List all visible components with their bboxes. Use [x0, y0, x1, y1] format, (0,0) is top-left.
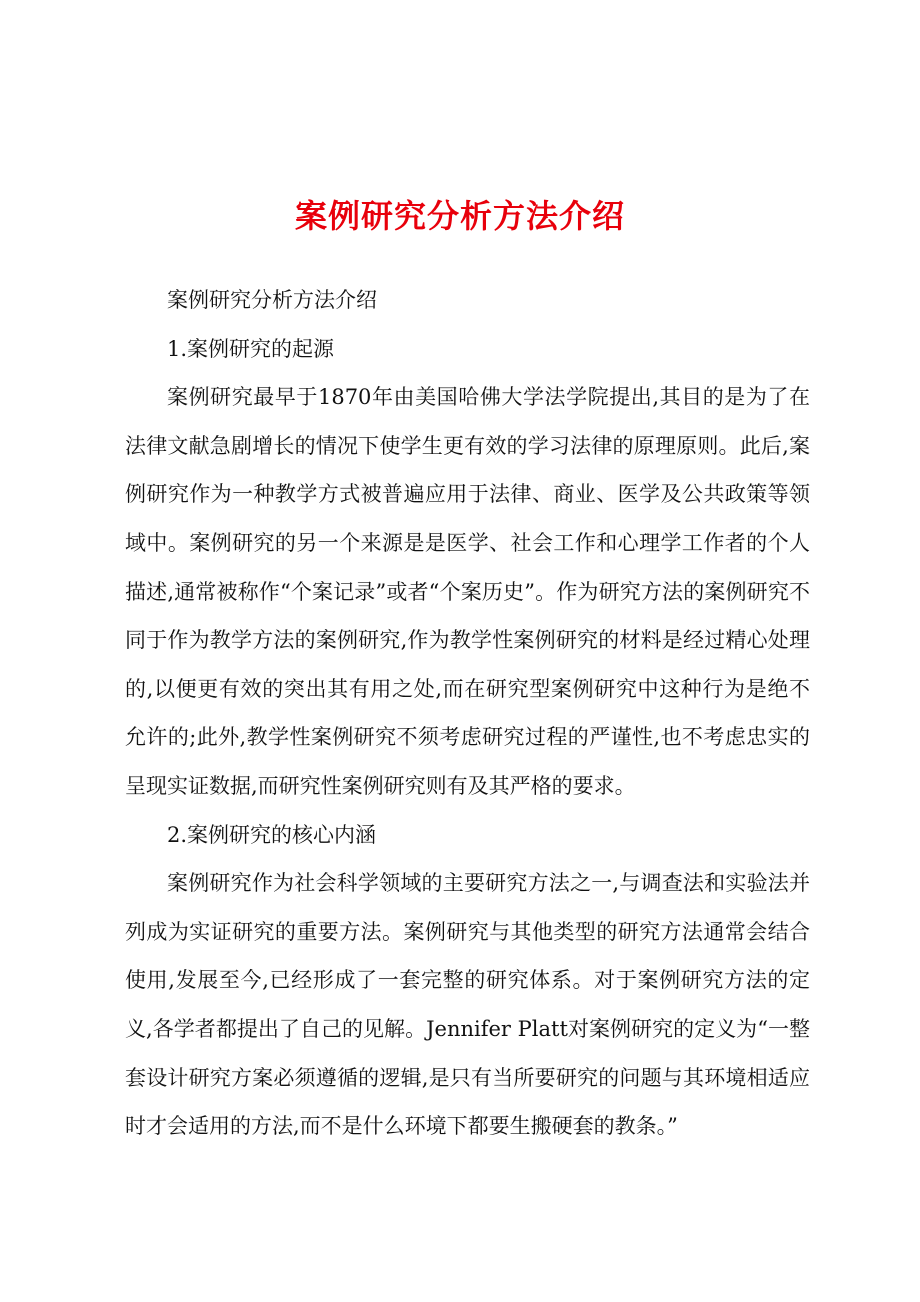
document-body [125, 276, 810, 1151]
document-title: 案例研究分析方法介绍 [294, 197, 625, 235]
section-heading-core: 2.案例研究的核心内涵 [167, 822, 377, 847]
paragraph-origin: 案例研究最早于1870年由美国哈佛大学法学院提出,其目的是为了在法律文献急剧增长的情况下使学生更有效的学习法律的原理原则。此后,案例研究作为一种教学方式被普遍应用于法律、商业、医学及公共政策等领域中。案例研究的另一个来源是是医学、社会工作和心理学工作者的个人描述,通常被称作“个案记录”或者“个案历史”。作为研究方法的案例研究不同于作为教学方法的案例研究,作为教学性案例研究的材料是经过精心处理的,以便更有效的突出其有用之处,而在研究型案例研究中这种行为是绝不允许的;此外,教学性案例研究不须考虑研究过程的严谨性,也不考虑忠实的呈现实证数据,而研究性案例研究则有及其严格的要求。 [125, 385, 810, 798]
paragraph-subtitle: 案例研究分析方法介绍 [167, 288, 377, 312]
paragraph-core: 案例研究作为社会科学领域的主要研究方法之一,与调查法和实验法并列成为实证研究的重要方法。案例研究与其他类型的研究方法通常会结合使用,发展至今,已经形成了一套完整的研究体系。对于案例研究方法的定义,各学者都提出了自己的见解。Jennifer Platt对案例研究的定义为“一整套设计研究方案必须遵循的逻辑,是只有当所要研究的问题与其环境相适应时才会适用的方法,而不是什么环境下都要生搬硬套的教条。” [125, 871, 810, 1139]
section-heading-origin: 1.案例研究的起源 [167, 336, 335, 361]
